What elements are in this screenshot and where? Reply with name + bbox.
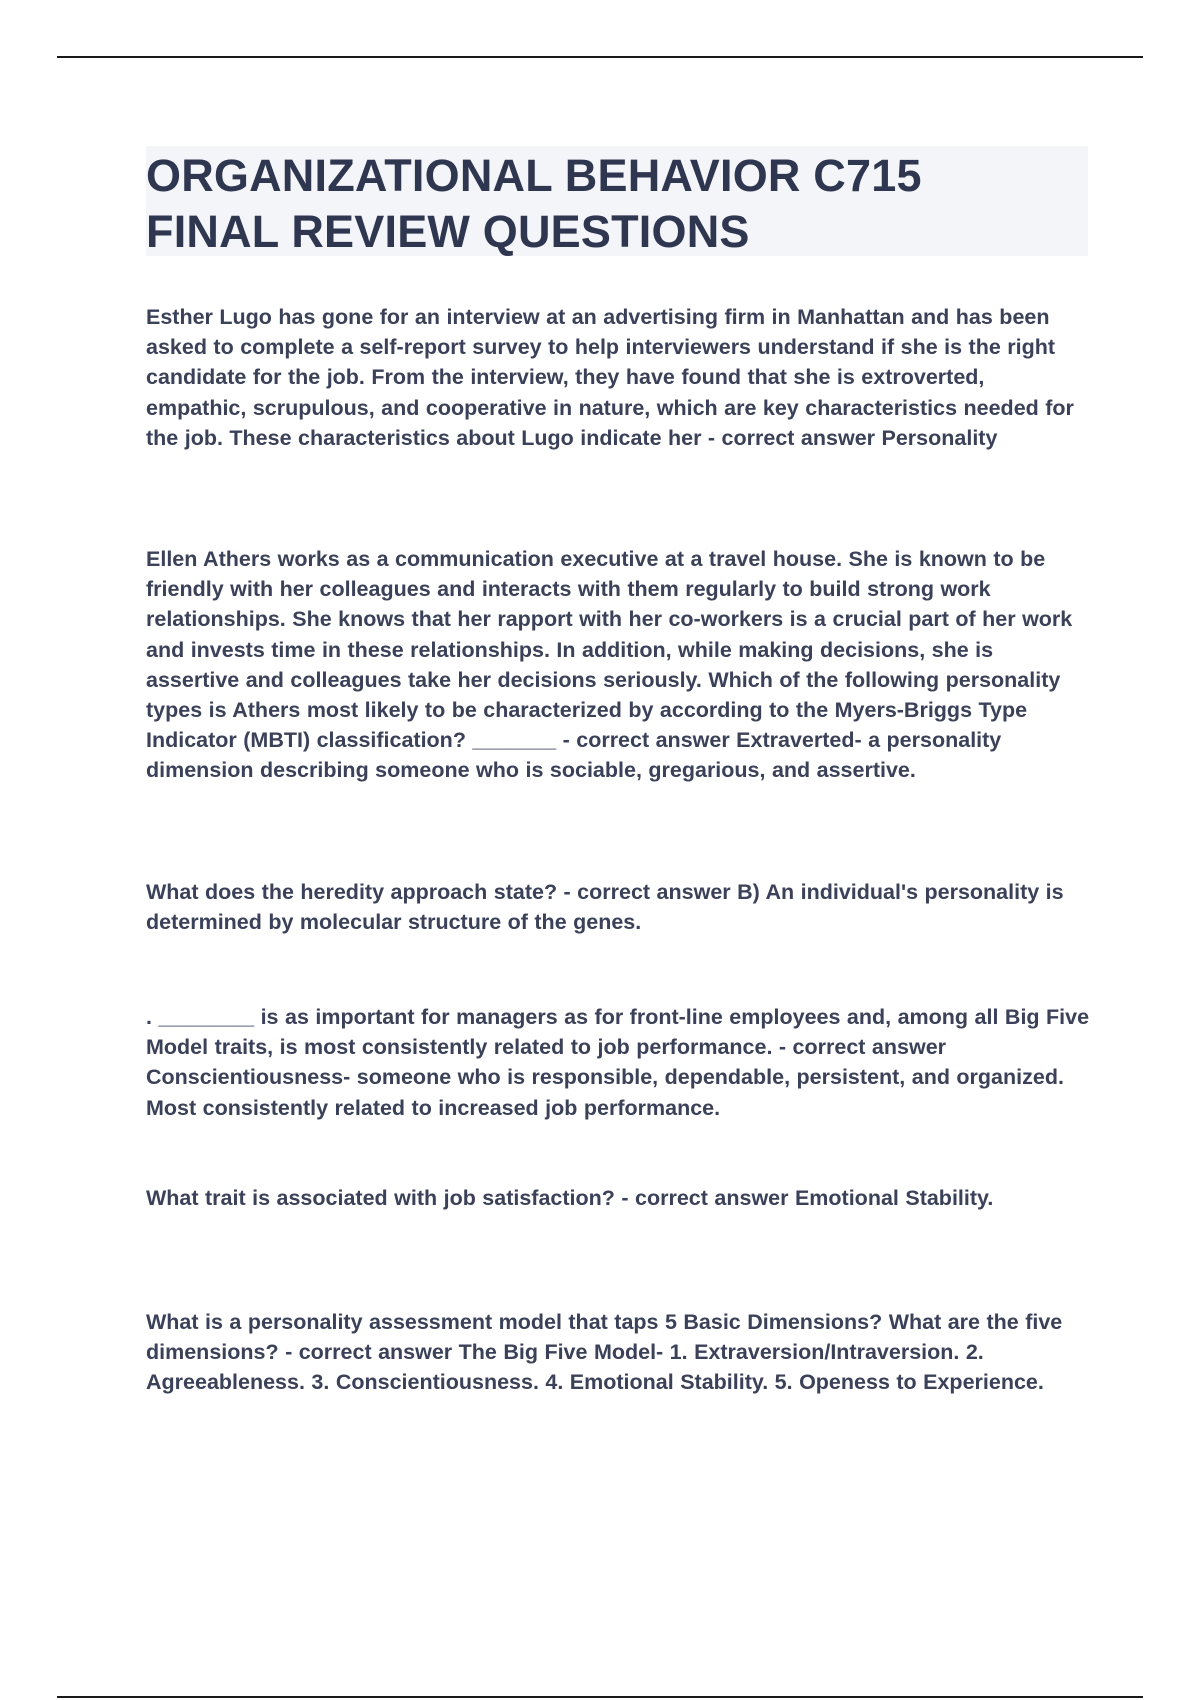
question-answer-3: What does the heredity approach state? - correct answer B) An individual's personality is determined by molecular structure of the genes. — [146, 880, 1064, 935]
document-title — [146, 148, 1088, 260]
question-answer-5: What trait is associated with job satisfaction? - correct answer Emotional Stability. — [146, 1186, 994, 1210]
title-line-1: ORGANIZATIONAL BEHAVIOR C715 — [146, 150, 922, 201]
title-line-2: FINAL REVIEW QUESTIONS — [146, 206, 750, 257]
title-block — [146, 146, 1088, 256]
question-answer-2: Ellen Athers works as a communication executive at a travel house. She is known to be friendly with her colleagues and interacts with them regularly to build strong work relationships. She knows that her rapport with her co-workers is a crucial part of her work and invests time in these relationships. In addition, while making decisions, she is assertive and colleagues take her decisions seriously. Which of the following personality types is Athers most likely to be characterized by according to the Myers-Briggs Type Indicator (MBTI) classification? _______ - correct answer Extraverted- a personality dimension describing someone who is sociable, gregarious, and assertive. — [146, 547, 1073, 783]
question-answer-4: . ________ is as important for managers as for front-line employees and, among all Big Five Model traits, is most consistently related to job performance. - correct answer Conscientiousness- someone who is responsible, dependable, persistent, and organized. Most consistently related to increased job performance. — [146, 1005, 1090, 1120]
question-answer-1: Esther Lugo has gone for an interview at an advertising firm in Manhattan and has been asked to complete a self-report survey to help interviewers understand if she is the right candidate for the job. From the interview, they have found that she is extroverted, empathic, scrupulous, and cooperative in nature, which are key characteristics needed for the job. These characteristics about Lugo indicate her - correct answer Personality — [146, 305, 1074, 450]
question-answer-6: What is a personality assessment model that taps 5 Basic Dimensions? What are the five dimensions? - correct answer The Big Five Model- 1. Extraversion/Intraversion. 2. Agreeableness. 3. Conscientiousness. 4. Emotional Stability. 5. Openess to Experience. — [146, 1310, 1063, 1395]
footer-divider — [57, 1696, 1143, 1698]
header-divider — [57, 56, 1143, 58]
